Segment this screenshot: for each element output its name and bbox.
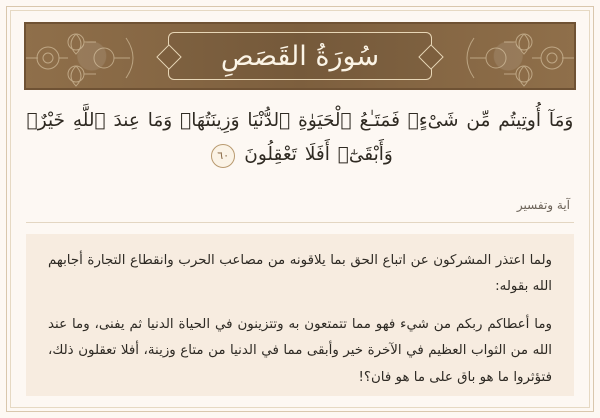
banner-ornament-right-icon <box>454 24 574 90</box>
section-divider <box>26 222 574 223</box>
tafsir-panel <box>26 234 574 396</box>
surah-title-banner <box>24 22 576 90</box>
ayah-block <box>26 104 574 172</box>
tafsir-paragraph: ولما اعتذر المشركون عن اتباع الحق بما يلاقونه من مصاعب الحرب وانقطاع التجارة أجابهم الله بقوله: <box>48 253 552 295</box>
surah-title-plate <box>168 32 432 80</box>
ayah-number-badge: ٦٠ <box>211 144 235 168</box>
surah-title: سُورَةُ القَصَصِ <box>220 40 380 72</box>
ayah-text: وَمَآ أُوتِيتُم مِّن شَىْءٍۢ فَمَتَـٰعُ ٱلْحَيَوٰةِ ٱلدُّنْيَا وَزِينَتُهَاۚ وَمَا عِندَ ٱللَّهِ خَيْرٌۭ وَأَبْقَىٰٓۚ أَفَلَا تَعْقِلُونَ <box>26 110 574 166</box>
tafsir-label: آية وتفسير <box>516 198 570 212</box>
tafsir-paragraph: وما أعطاكم ربكم من شيء فهو مما تتمتعون به وتتزينون في الحياة الدنيا ثم يفنى، وما عند الله من الثواب العظيم في الآخرة خير وأبقى مما في الدنيا من متاع وزينة، أفلا تعقلون ذلك، فتؤثروا ما هو باق على ما هو فان؟! <box>48 317 552 385</box>
banner-ornament-left-icon <box>26 24 146 90</box>
